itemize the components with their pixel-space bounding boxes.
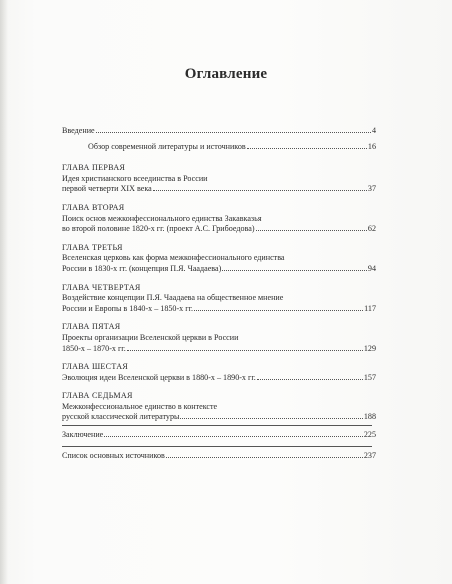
toc-chapter-7 (62, 391, 376, 423)
toc-page-number: 188 (363, 412, 376, 422)
toc-entry-intro-sub (62, 142, 376, 153)
toc-page-number: 62 (367, 224, 376, 234)
chapter-title-line: Идея христианского всеединства в России (62, 173, 208, 183)
page-title: Оглавление (184, 66, 268, 82)
toc-entry-label: Обзор современной литературы и источников (88, 141, 246, 151)
chapter-title-line: 1850-х – 1870-х гг. 129 (62, 343, 376, 353)
dot-leader (257, 373, 363, 380)
toc-chapter-5 (62, 322, 376, 354)
toc-entry-label: Список основных источников (62, 450, 165, 460)
dot-leader (222, 264, 367, 271)
chapter-heading: ГЛАВА ЧЕТВЕРТАЯ (62, 282, 141, 292)
toc-page-number: 117 (364, 303, 376, 313)
toc-chapter-4 (62, 283, 376, 315)
toc-chapter-1 (62, 163, 376, 195)
chapter-title-line: Вселенская церковь как форма межконфессионального единства (62, 253, 285, 263)
dot-leader (96, 126, 371, 133)
toc-page-number: 225 (363, 430, 376, 440)
chapter-heading: ГЛАВА СЕДЬМАЯ (62, 391, 133, 401)
toc-page-number: 37 (367, 184, 376, 194)
toc-page-number: 16 (367, 141, 376, 151)
chapter-title-line: русской классической литературы 188 (62, 412, 376, 422)
chapter-title-line: Проекты организации Вселенской церкви в России (62, 332, 239, 342)
page-spine-shadow (0, 0, 8, 584)
toc-entry-conclusion (62, 430, 376, 441)
chapter-heading: ГЛАВА ВТОРАЯ (62, 202, 125, 212)
toc-entry-sources (62, 451, 376, 462)
section-divider (62, 446, 372, 447)
dot-leader (256, 224, 367, 231)
dot-leader (166, 451, 363, 458)
toc-page-number: 94 (367, 263, 376, 273)
toc-page-number: 157 (363, 372, 376, 382)
chapter-title-line: во второй половине 1820-х гг. (проект А.С. Грибоедова) 62 (62, 224, 376, 234)
section-divider (62, 425, 372, 426)
chapter-heading: ГЛАВА ТРЕТЬЯ (62, 242, 123, 252)
toc-entry-intro (62, 126, 376, 137)
chapter-title-line: России и Европы в 1840-х – 1850-х гг. 117 (62, 303, 376, 313)
dot-leader (194, 304, 363, 311)
chapter-title-line: России в 1830-х гг. (концепция П.Я. Чаадаева) 94 (62, 263, 376, 273)
dot-leader (153, 184, 367, 191)
dot-leader (247, 142, 367, 149)
chapter-heading: ГЛАВА ПЯТАЯ (62, 322, 121, 332)
dot-leader (127, 344, 363, 351)
toc-chapter-6 (62, 362, 376, 383)
chapter-title-line: Межконфессиональное единство в контексте (62, 401, 218, 411)
toc-entry-label: Заключение (62, 430, 104, 440)
toc-page-number: 4 (371, 126, 376, 135)
toc-page-number: 237 (363, 450, 376, 460)
chapter-heading: ГЛАВА ШЕСТАЯ (62, 362, 129, 372)
chapter-title-line: первой четверти XIX века 37 (62, 184, 376, 194)
chapter-title-line: Воздействие концепции П.Я. Чаадаева на общественное мнение (62, 293, 284, 303)
table-of-contents (62, 126, 376, 461)
chapter-title-line: Эволюция идеи Вселенской церкви в 1880-х – 1890-х гг. 157 (62, 372, 376, 382)
toc-chapter-2 (62, 203, 376, 235)
dot-leader (180, 412, 362, 419)
dot-leader (104, 430, 363, 437)
toc-chapter-3 (62, 243, 376, 275)
chapter-title-line: Поиск основ межконфессионального единства Закавказья (62, 213, 262, 223)
toc-page-number: 129 (363, 343, 376, 353)
chapter-heading: ГЛАВА ПЕРВАЯ (62, 163, 126, 173)
toc-entry-label: Введение (62, 126, 95, 135)
